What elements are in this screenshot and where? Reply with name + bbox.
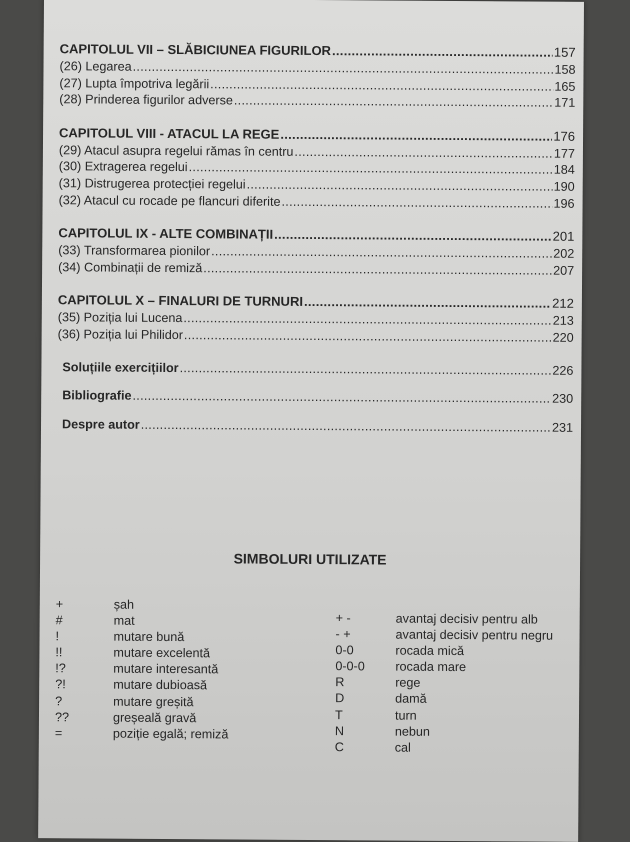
symbols-title: SIMBOLURI UTILIZATE bbox=[233, 550, 387, 568]
chapter-title: CAPITOLUL X – FINALURI DE TURNURI bbox=[57, 292, 304, 310]
entry-label: (30) Extragerea regelui bbox=[58, 159, 188, 175]
chapter-title: CAPITOLUL IX - ALTE COMBINAȚII bbox=[58, 225, 274, 242]
page-number: 190 bbox=[553, 179, 575, 194]
chapter-x bbox=[58, 292, 574, 347]
entry-label: (36) Poziția lui Philidor bbox=[57, 327, 184, 343]
chapter-vii bbox=[59, 40, 575, 111]
page-number: 184 bbox=[553, 163, 575, 178]
symbol-row bbox=[55, 709, 229, 726]
symbol-row bbox=[55, 644, 229, 661]
symbol-meaning: cal bbox=[394, 740, 411, 755]
symbol-meaning: mutare greșită bbox=[113, 694, 194, 709]
symbol-meaning: șah bbox=[113, 597, 135, 612]
page-number: 176 bbox=[553, 128, 576, 144]
symbol: ?! bbox=[55, 677, 66, 692]
toc-about-author bbox=[57, 416, 573, 436]
symbol-row bbox=[55, 693, 229, 710]
symbol: !? bbox=[55, 661, 66, 676]
symbol: 0-0 bbox=[335, 643, 354, 658]
symbol-meaning: mutare excelentă bbox=[113, 645, 211, 661]
dot-leader bbox=[132, 388, 551, 408]
symbol-row bbox=[56, 612, 230, 629]
toc-entry bbox=[59, 192, 575, 212]
entry-label: (29) Atacul asupra regelui rămas în centru bbox=[58, 143, 294, 159]
symbol-row bbox=[336, 610, 554, 628]
symbol: + - bbox=[335, 611, 351, 626]
symbol-row bbox=[55, 725, 229, 742]
symbol-meaning: damă bbox=[395, 692, 427, 707]
symbol-row bbox=[335, 658, 553, 676]
page-number: 226 bbox=[552, 363, 574, 378]
page-number: 177 bbox=[553, 146, 575, 161]
symbols-list-right bbox=[335, 610, 554, 756]
chapter-title: CAPITOLUL VII – SLĂBICIUNEA FIGURILOR bbox=[59, 41, 332, 59]
symbol-meaning: avantaj decisiv pentru negru bbox=[395, 627, 554, 643]
entry-label: (27) Lupta împotriva legării bbox=[59, 75, 210, 91]
symbol-row bbox=[335, 739, 553, 757]
symbol-meaning: rocada mare bbox=[395, 659, 467, 675]
entry-label: (32) Atacul cu rocade pe flancuri diferite bbox=[58, 192, 281, 209]
entry-label: (31) Distrugerea protecției regelui bbox=[58, 176, 246, 192]
entry-label: Soluțiile exercițiilor bbox=[62, 359, 179, 375]
table-of-contents bbox=[57, 40, 576, 448]
symbol: + bbox=[55, 597, 64, 612]
symbol-meaning: mutare bună bbox=[113, 629, 185, 645]
entry-label: (26) Legarea bbox=[59, 59, 132, 74]
symbol-meaning: avantaj decisiv pentru alb bbox=[395, 611, 538, 627]
dot-leader bbox=[234, 93, 553, 112]
page-number: 196 bbox=[553, 196, 575, 211]
symbol-meaning: mat bbox=[113, 613, 135, 628]
symbol-row bbox=[55, 628, 229, 645]
page-number: 157 bbox=[553, 44, 576, 60]
symbol: ! bbox=[55, 629, 60, 644]
symbol-row bbox=[55, 677, 229, 694]
page-number: 207 bbox=[553, 263, 575, 278]
symbol-row bbox=[55, 661, 229, 678]
page-number: 165 bbox=[554, 79, 576, 94]
symbol-meaning: greșeală gravă bbox=[112, 710, 197, 725]
dot-leader bbox=[280, 126, 552, 146]
symbol-meaning: turn bbox=[394, 708, 417, 723]
symbol-row bbox=[336, 626, 554, 644]
symbol: N bbox=[334, 723, 345, 738]
dot-leader bbox=[274, 226, 552, 246]
symbol-meaning: mutare dubioasă bbox=[113, 678, 208, 693]
dot-leader bbox=[203, 260, 552, 279]
symbol: !! bbox=[55, 645, 63, 660]
page-number: 220 bbox=[552, 330, 574, 345]
dot-leader bbox=[304, 293, 551, 313]
book-page bbox=[38, 0, 584, 842]
page-number: 171 bbox=[554, 95, 576, 111]
symbol-row bbox=[335, 642, 553, 660]
symbol: # bbox=[55, 613, 63, 628]
page-number: 230 bbox=[552, 391, 574, 406]
entry-label: (34) Combinații de remiză bbox=[58, 259, 203, 275]
entry-label: Despre autor bbox=[61, 416, 140, 432]
chapter-viii bbox=[59, 124, 576, 212]
dot-leader bbox=[184, 327, 552, 346]
toc-bibliography bbox=[57, 387, 573, 407]
entry-label: (35) Poziția lui Lucena bbox=[57, 310, 183, 326]
dot-leader bbox=[141, 417, 551, 436]
symbol: - + bbox=[335, 627, 351, 642]
symbols-list-left bbox=[55, 596, 230, 742]
symbol: ? bbox=[55, 693, 63, 708]
page-number: 212 bbox=[552, 296, 574, 312]
symbol-row bbox=[335, 675, 553, 693]
page-number: 213 bbox=[552, 314, 574, 329]
symbol: = bbox=[54, 725, 63, 741]
symbol-row bbox=[56, 596, 230, 613]
chapter-title: CAPITOLUL VIII - ATACUL LA REGE bbox=[59, 125, 280, 142]
toc-entry bbox=[58, 259, 574, 279]
page-number: 158 bbox=[554, 62, 576, 77]
page-number: 231 bbox=[551, 420, 574, 435]
toc-entry bbox=[59, 91, 575, 111]
page-number: 202 bbox=[553, 246, 575, 261]
symbol-meaning: rege bbox=[395, 675, 421, 691]
symbol-meaning: nebun bbox=[394, 724, 430, 739]
dot-leader bbox=[294, 144, 553, 162]
symbol-row bbox=[335, 707, 553, 725]
symbol-row bbox=[335, 691, 553, 709]
entry-label: (28) Prinderea figurilor adverse bbox=[59, 92, 233, 108]
symbol: R bbox=[335, 675, 345, 690]
entry-label: Bibliografie bbox=[62, 388, 132, 403]
symbol: 0-0-0 bbox=[335, 659, 365, 674]
toc-entry bbox=[58, 326, 574, 346]
symbol: D bbox=[335, 691, 345, 706]
dot-leader bbox=[332, 42, 553, 62]
page-number: 201 bbox=[552, 228, 575, 244]
dot-leader bbox=[180, 360, 552, 379]
symbol-meaning: mutare interesantă bbox=[113, 661, 219, 677]
symbol-meaning: rocada mică bbox=[395, 643, 465, 659]
symbol-row bbox=[335, 723, 553, 741]
chapter-ix bbox=[58, 224, 574, 279]
symbol: T bbox=[334, 707, 343, 722]
symbol: ?? bbox=[54, 709, 70, 724]
toc-solutions bbox=[57, 359, 573, 379]
symbol-meaning: poziție egală; remiză bbox=[112, 726, 229, 742]
entry-label: (33) Transformarea pionilor bbox=[58, 243, 211, 259]
dot-leader bbox=[281, 193, 552, 211]
symbol: C bbox=[334, 739, 344, 754]
